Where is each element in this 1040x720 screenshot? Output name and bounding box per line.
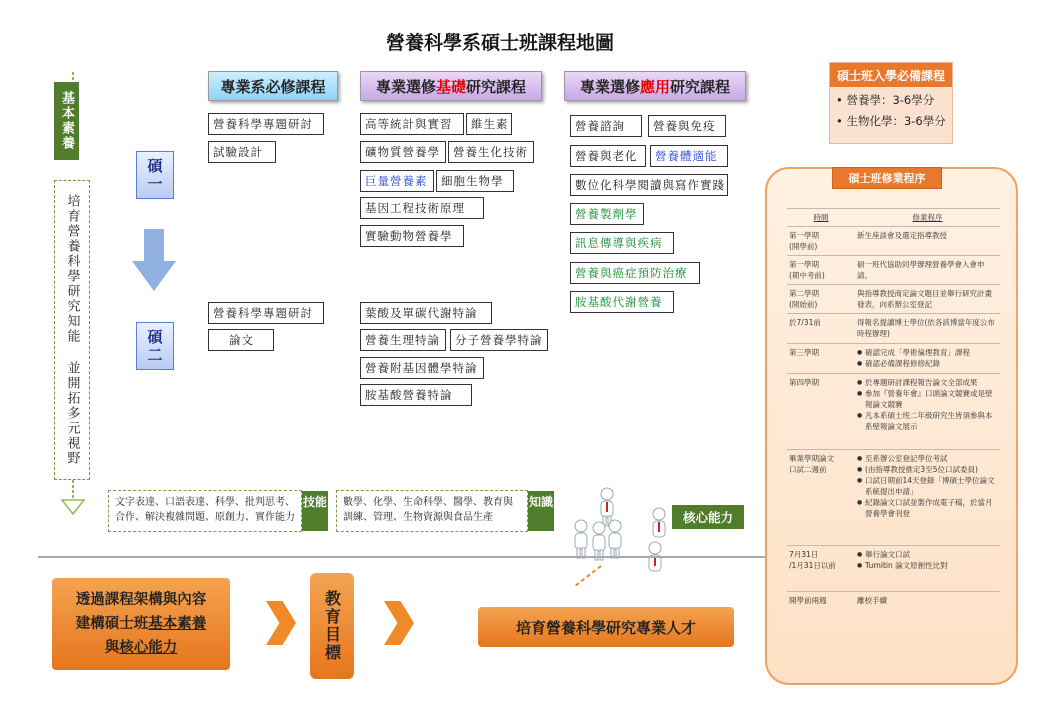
header-applied-highlight: 應用 <box>639 77 670 96</box>
requirement-item: • 營養學：3-6學分 <box>836 93 935 107</box>
procedure-col-period: 時間 <box>787 209 855 227</box>
core-competency-label: 核心能力 <box>672 505 744 529</box>
goal-left-line2a: 建構碩士班 <box>75 616 149 632</box>
procedure-row <box>787 374 1000 450</box>
procedure-period <box>787 314 855 344</box>
chevron-right-icon-2 <box>384 601 414 645</box>
procedure-col-content: 修業程序 <box>855 209 1000 227</box>
procedure-period-line: 第一學期 <box>789 231 819 240</box>
procedure-content <box>855 450 1000 546</box>
procedure-item: 碩一班代協助同學辦理營養學會入會申請。 <box>857 260 985 280</box>
skills-box: 文字表達、口語表達、科學、批判思考、合作、解決複雜問題、原創力、實作能力 <box>108 490 302 532</box>
procedure-row <box>787 314 1000 344</box>
course-basic-5: 細胞生物學 <box>436 170 514 192</box>
admission-requirement-box <box>829 62 953 144</box>
procedure-period-line: 畢業學期論文 <box>789 454 834 463</box>
education-goal-box: 教育目標 <box>310 573 354 679</box>
goal-left-line3a: 與 <box>104 640 120 656</box>
header-required-courses <box>208 71 338 101</box>
header-applied-courses <box>564 71 746 101</box>
course-basic-7: 實驗動物營養學 <box>360 225 464 247</box>
procedure-row <box>787 546 1000 592</box>
procedure-item: ● 至系辦公室登記學位考試 <box>857 453 998 464</box>
procedure-item: ● 凡本系碩士班二年級研究生皆須參與本系壁報論文展示 <box>857 410 998 432</box>
procedure-item: ● 於專題研討課程報告論文全部成果 <box>857 377 998 388</box>
header-basic-suffix: 研究課程 <box>466 77 527 96</box>
course-applied-3: 營養體適能 <box>650 145 728 167</box>
skills-tag: 技能 <box>302 491 328 531</box>
header-basic-courses <box>360 71 542 101</box>
procedure-period <box>787 592 855 610</box>
course-applied-2: 營養與老化 <box>570 145 646 167</box>
course-required-y1-0: 營養科學專題研討 <box>208 113 324 135</box>
procedure-period-line: (開學前) <box>789 242 818 251</box>
goal-left-line2b: 基本素養 <box>148 616 207 632</box>
goal-left-line3b: 核心能力 <box>119 640 178 656</box>
procedure-item: ● 確認完成「學術倫理教育」課程 <box>857 347 998 358</box>
year1-marker <box>136 151 174 199</box>
year1-text-a: 碩 <box>147 157 163 175</box>
procedure-item: 離校手續 <box>857 596 887 605</box>
procedure-period-line: 第二學期 <box>789 289 819 298</box>
procedure-content <box>855 256 1000 285</box>
course-applied-7: 營養與癌症預防治療 <box>570 262 700 284</box>
research-goal-vertical-label: 培育營養科學研究知能 並開拓多元視野 <box>54 180 90 480</box>
goal-right-box: 培育營養科學研究專業人才 <box>478 607 734 647</box>
knowledge-box: 數學、化學、生命科學、醫學、教育與訓練、管理、生物資源與食品生產 <box>336 490 528 532</box>
procedure-content <box>855 592 1000 610</box>
procedure-row <box>787 592 1000 610</box>
procedure-period-line: 第一學期 <box>789 260 819 269</box>
course-basic-y2-4: 胺基酸營養特論 <box>360 384 472 406</box>
course-basic-y2-1: 營養生理特論 <box>360 329 446 351</box>
course-basic-3: 營養生化技術 <box>448 141 534 163</box>
course-basic-y2-3: 營養附基因體學特論 <box>360 357 484 379</box>
team-people-icon <box>555 486 675 590</box>
procedure-item: ● 舉行論文口試 <box>857 549 998 560</box>
study-procedure-table <box>787 208 1000 610</box>
course-applied-6: 訊息傳導與疾病 <box>570 232 674 254</box>
course-applied-1: 營養與免疫 <box>648 115 726 137</box>
course-applied-5: 營養製劑學 <box>570 203 644 225</box>
header-required-label: 專業系必修課程 <box>220 77 326 96</box>
header-basic-prefix: 專業選修 <box>375 77 436 96</box>
chevron-right-icon <box>266 601 296 645</box>
procedure-period-line: 7月31日 <box>789 550 819 559</box>
procedure-content <box>855 227 1000 256</box>
procedure-content <box>855 546 1000 592</box>
procedure-content <box>855 314 1000 344</box>
section-divider <box>38 556 768 558</box>
year2-text-b: 二 <box>147 346 163 364</box>
course-required-y1-1: 試驗設計 <box>208 141 276 163</box>
course-basic-0: 高等統計與實習 <box>360 113 464 135</box>
procedure-row <box>787 344 1000 374</box>
course-basic-y2-0: 葉酸及單碳代謝特論 <box>360 302 492 324</box>
year2-marker <box>136 322 174 370</box>
course-basic-y2-2: 分子營養學特論 <box>450 329 548 351</box>
procedure-item: ● Turnitin 論文原創性比對 <box>857 560 998 571</box>
procedure-row <box>787 256 1000 285</box>
procedure-period-line: /1月31日以前 <box>789 561 836 570</box>
procedure-period <box>787 344 855 374</box>
procedure-content <box>855 285 1000 314</box>
procedure-item: 得報名提讀博士學位(依各該博當年度公布時程辦理) <box>857 318 995 338</box>
procedure-period <box>787 374 855 450</box>
page-title: 營養科學系碩士班課程地圖 <box>385 32 614 54</box>
procedure-row <box>787 227 1000 256</box>
admission-requirement-header: 碩士班入學必備課程 <box>830 63 952 87</box>
year2-text-a: 碩 <box>147 328 163 346</box>
procedure-period <box>787 227 855 256</box>
course-required-y2-0: 營養科學專題研討 <box>208 302 324 324</box>
procedure-period <box>787 285 855 314</box>
procedure-period <box>787 546 855 592</box>
procedure-content <box>855 344 1000 374</box>
procedure-item: 新生座談會及選定指導教授 <box>857 231 947 240</box>
procedure-item: ● 口試日期前14天登錄「博碩士學位論文系統提出申請」 <box>857 475 998 497</box>
course-basic-1: 維生素 <box>466 113 512 135</box>
procedure-row <box>787 450 1000 546</box>
down-arrow-icon <box>132 229 176 291</box>
study-procedure-header: 碩士班修業程序 <box>832 167 942 189</box>
procedure-item: ● (由指導教授推定3至5位口試委員) <box>857 464 998 475</box>
requirement-item-0: 營養學：3-6學分 <box>846 93 935 107</box>
procedure-period-line: (期中考前) <box>789 271 825 280</box>
course-required-y2-1: 論文 <box>208 329 274 351</box>
basic-literacy-label: 基本素養 <box>54 82 79 160</box>
knowledge-tag: 知識 <box>528 491 554 531</box>
goal-left-line1: 透過課程架構與內容 <box>75 592 207 608</box>
procedure-item: 與指導教授商定論文題目並舉行研究計畫發表，向系辦公室登記 <box>857 289 992 309</box>
requirement-item-1: 生物化學：3-6學分 <box>846 114 946 128</box>
course-basic-6: 基因工程技術原理 <box>360 197 484 219</box>
procedure-period <box>787 256 855 285</box>
procedure-period-line: 於7/31前 <box>789 318 821 327</box>
procedure-content <box>855 374 1000 450</box>
requirement-item: • 生物化學：3-6學分 <box>836 114 946 128</box>
course-applied-8: 胺基酸代謝營養 <box>570 291 674 313</box>
procedure-period-line: 口試二週前 <box>789 465 827 474</box>
header-applied-prefix: 專業選修 <box>579 77 640 96</box>
course-applied-4: 數位化科學閱讀與寫作實踐 <box>570 174 728 196</box>
course-applied-0: 營養諮詢 <box>570 115 642 137</box>
course-basic-2: 礦物質營養學 <box>360 141 446 163</box>
procedure-item: ● 參加『營養年會』口頭論文競賽或是壁報論文競賽 <box>857 388 998 410</box>
course-basic-4: 巨量營養素 <box>360 170 434 192</box>
goal-left-box <box>52 578 230 670</box>
procedure-period <box>787 450 855 546</box>
procedure-item: ● 確認必備課程修修紀錄 <box>857 358 998 369</box>
procedure-period-line: (開始前) <box>789 300 818 309</box>
year1-text-b: 一 <box>147 175 163 193</box>
procedure-period-line: 第三學期 <box>789 348 819 357</box>
header-basic-highlight: 基礎 <box>435 77 466 96</box>
procedure-item: ● 紀錄論文口試並製作成電子稿，於當月營養學會刊登 <box>857 497 998 519</box>
procedure-period-line: 第四學期 <box>789 378 819 387</box>
procedure-period-line: 開學前兩週 <box>789 596 827 605</box>
procedure-row <box>787 285 1000 314</box>
header-applied-suffix: 研究課程 <box>670 77 731 96</box>
